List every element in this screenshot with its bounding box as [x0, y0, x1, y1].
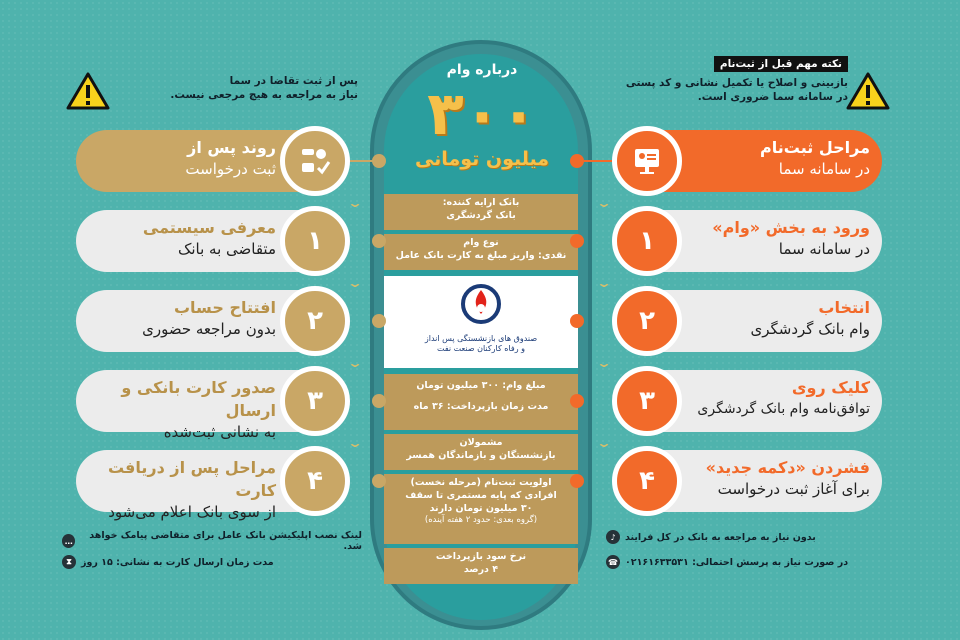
- right-connector-dot: [570, 154, 584, 168]
- right-step-1-t2: در سامانه سما: [778, 240, 870, 259]
- left-connector-dot: [372, 154, 386, 168]
- right-dot-2: [570, 314, 584, 328]
- left-step-3-t1: صدور کارت بانکی و ارسال: [121, 378, 276, 421]
- eligible-label: مشمولان: [459, 437, 503, 448]
- chat-icon: …: [62, 534, 75, 548]
- right-connector-line: [584, 160, 612, 162]
- fund-logo-text: [384, 334, 578, 355]
- priority-value2: ۳۰ میلیون تومان دارند: [429, 502, 533, 514]
- right-note-tag: نکته مهم قبل از ثبت‌نام: [714, 56, 848, 72]
- right-step-text-4: [690, 456, 870, 501]
- right-header-text: [690, 136, 870, 181]
- left-chevron-1: ⌄: [346, 196, 364, 210]
- left-chevron-3: ⌄: [346, 356, 364, 370]
- left-warning-icon: [66, 72, 110, 114]
- right-chevron-2: ⌄: [595, 276, 613, 290]
- right-warning-icon: [846, 72, 890, 114]
- right-step-4-t1: فشردن «دکمه جدید»: [705, 458, 870, 477]
- left-dot-4: [372, 474, 386, 488]
- left-step-text-1: [96, 216, 276, 261]
- left-step-3-t2: به نشانی ثبت‌شده: [163, 423, 276, 442]
- process-icon: [299, 146, 331, 176]
- left-note: [118, 74, 358, 102]
- right-step-text-3: [690, 376, 870, 419]
- registration-icon: [632, 146, 662, 176]
- left-dot-1: [372, 234, 386, 248]
- rate-value: ۴ درصد: [463, 563, 499, 575]
- loan-type-box: [384, 234, 578, 270]
- right-header-t2: در سامانه سما: [778, 160, 870, 179]
- left-step-circle-1: ۱: [280, 206, 350, 276]
- footer-right-2: [606, 555, 886, 569]
- right-step-text-1: [690, 216, 870, 261]
- fund-logo-line1: صندوق های بازنشستگی پس انداز: [424, 334, 538, 343]
- right-step-circle-3: ۳: [612, 366, 682, 436]
- left-header-t1: روند پس از: [187, 138, 276, 157]
- left-step-1-t2: متقاضی به بانک: [177, 240, 276, 259]
- left-connector-line: [348, 160, 374, 162]
- right-step-circle-1: ۱: [612, 206, 682, 276]
- left-step-1-t1: معرفی سیستمی: [142, 218, 276, 237]
- left-step-4-t2: از سوی بانک اعلام می‌شود: [108, 503, 276, 522]
- left-step-2-t2: بدون مراجعه حضوری: [142, 320, 276, 339]
- right-note-line2: در سامانه سما ضروری است.: [697, 91, 848, 104]
- left-chevron-2: ⌄: [346, 276, 364, 290]
- right-note-line1: بازبینی و اصلاح یا تکمیل نشانی و کد پستی: [625, 77, 848, 90]
- bell-icon: ♪: [606, 530, 620, 544]
- right-step-3-t2: توافق‌نامه وام بانک گردشگری: [697, 401, 870, 418]
- amount-box: [384, 374, 578, 430]
- center-title-big: ۳۰۰: [427, 79, 537, 149]
- loan-type-label: نوع وام: [463, 237, 499, 248]
- left-step-circle-3: ۳: [280, 366, 350, 436]
- priority-value1: افرادی که پایه مستمری تا سقف: [405, 489, 557, 501]
- left-step-text-2: [96, 296, 276, 341]
- right-chevron-4: ⌄: [595, 436, 613, 450]
- left-step-text-3: [90, 376, 276, 444]
- hourglass-icon: ⧗: [62, 555, 76, 569]
- left-header-text: [96, 136, 276, 181]
- left-chevron-4: ⌄: [346, 436, 364, 450]
- left-header-circle: [280, 126, 350, 196]
- center-title-small: درباره وام: [446, 62, 518, 78]
- left-note-line2: نیاز به مراجعه به هیچ مرجعی نیست.: [170, 89, 358, 102]
- right-step-text-2: [690, 296, 870, 341]
- eligible-box: [384, 434, 578, 470]
- right-header-t1: مراحل ثبت‌نام: [760, 138, 870, 157]
- right-chevron-1: ⌄: [595, 196, 613, 210]
- left-step-circle-2: ۲: [280, 286, 350, 356]
- priority-label: اولویت ثبت‌نام (مرحله نخست): [410, 477, 552, 488]
- footer-right-2-text: در صورت نیاز به پرسش احتمالی: ۰۲۱۶۱۶۳۳۵۳۱: [625, 556, 849, 568]
- rate-box: [384, 548, 578, 584]
- left-dot-2: [372, 314, 386, 328]
- right-header-circle: [612, 126, 682, 196]
- footer-right-1-text: بدون نیاز به مراجعه به بانک در کل فرایند: [625, 531, 816, 543]
- right-step-2-t2: وام بانک گردشگری: [750, 320, 870, 339]
- right-step-circle-4: ۴: [612, 446, 682, 516]
- left-note-line1: پس از ثبت تقاضا در سما: [229, 75, 358, 87]
- left-step-2-t1: افتتاح حساب: [173, 298, 276, 317]
- left-dot-3: [372, 394, 386, 408]
- rate-label: نرخ سود بازپرداخت: [435, 551, 527, 562]
- right-chevron-3: ⌄: [595, 356, 613, 370]
- right-dot-1: [570, 234, 584, 248]
- footer-left-2: [62, 555, 362, 569]
- center-title-sub: میلیون تومانی: [414, 148, 550, 170]
- right-step-2-t1: انتخاب: [818, 298, 870, 317]
- provider-value: بانک گردشگری: [446, 209, 516, 221]
- priority-note: (گروه بعدی: حدود ۲ هفته آینده): [424, 515, 538, 526]
- footer-left-1: [62, 530, 362, 552]
- fund-logo-line2: و رفاه کارکنان صنعت نفت: [436, 344, 526, 354]
- priority-box: [384, 474, 578, 544]
- phone-icon: ☎: [606, 555, 620, 569]
- left-header-t2: ثبت درخواست: [185, 160, 276, 179]
- left-step-4-t1: مراحل پس از دریافت کارت: [107, 458, 276, 501]
- right-step-circle-2: ۲: [612, 286, 682, 356]
- footer-right-1: [606, 530, 886, 544]
- footer-left-2-text: مدت زمان ارسال کارت به نشانی: ۱۵ روز: [81, 556, 274, 568]
- right-dot-4: [570, 474, 584, 488]
- left-step-text-4: [90, 456, 276, 524]
- left-step-circle-4: ۴: [280, 446, 350, 516]
- provider-label: بانک ارایه کننده:: [442, 197, 520, 208]
- amount-text: مبلغ وام: ۳۰۰ میلیون تومان: [416, 380, 546, 391]
- right-step-1-t1: ورود به بخش «وام»: [712, 218, 870, 237]
- right-step-3-t1: کلیک روی: [791, 378, 870, 397]
- loan-type-value: نقدی: واریز مبلغ به کارت بانک عامل: [395, 249, 567, 261]
- right-dot-3: [570, 394, 584, 408]
- fund-logo-icon: [461, 282, 501, 326]
- right-note: [604, 56, 848, 105]
- footer-left-1-text: لینک نصب اپلیکیشن بانک عامل برای متقاضی پیامک خواهد شد.: [89, 530, 362, 552]
- provider-box: [384, 194, 578, 230]
- eligible-value: بازنشستگان و بازماندگان همسر: [406, 449, 556, 461]
- repay-text: مدت زمان بازپرداخت: ۳۶ ماه: [413, 400, 549, 412]
- right-step-4-t2: برای آغاز ثبت درخواست: [717, 480, 870, 499]
